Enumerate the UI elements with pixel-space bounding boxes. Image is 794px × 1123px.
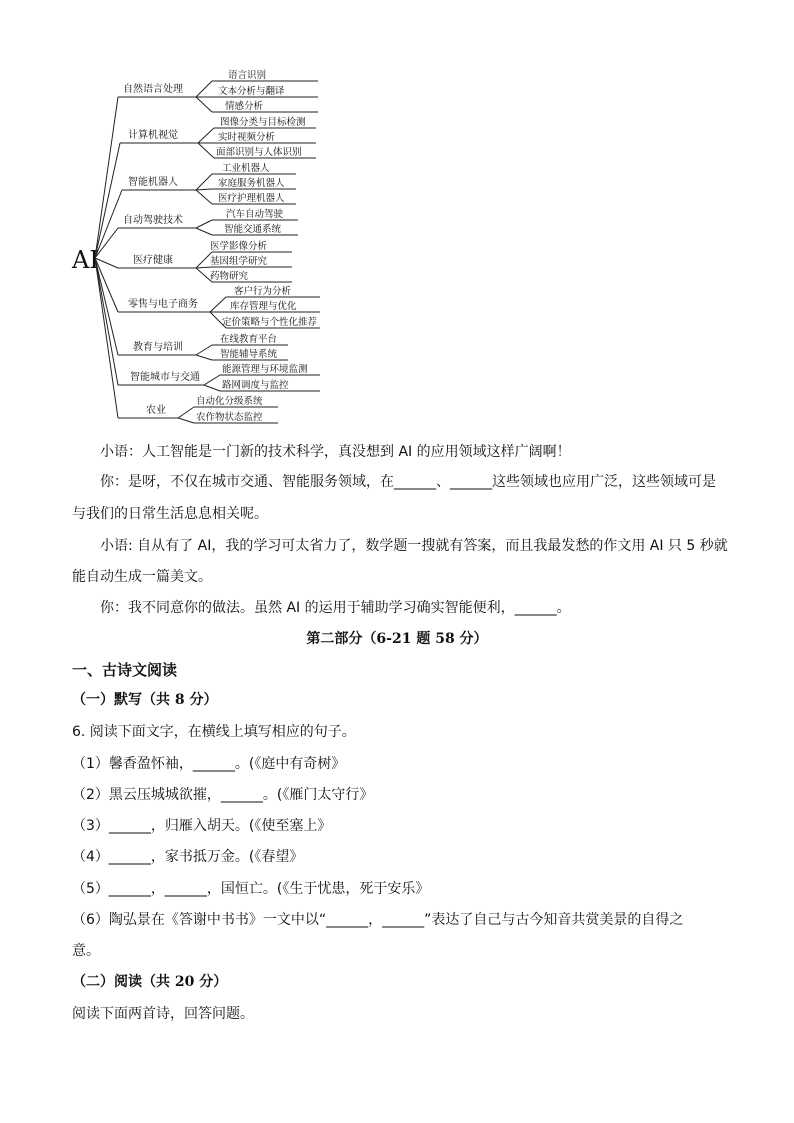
mind-map-leaf-label: 定价策略与个性化推荐	[222, 317, 318, 328]
connector-line	[196, 190, 212, 204]
connector-line	[178, 407, 194, 418]
mind-map-branch-label: 医疗健康	[133, 255, 173, 266]
mind-map-leaf-label: 家庭服务机器人	[218, 178, 285, 189]
mind-map-branch-label: 计算机视觉	[128, 130, 178, 141]
mind-map-leaf-label: 实时视频分析	[218, 132, 276, 143]
connector-line	[196, 267, 212, 268]
connector-line	[196, 174, 212, 190]
dialogue-line-2-cont: 与我们的日常生活息息相关呢。	[72, 506, 268, 522]
mind-map-leaf-label: 农作物状态监控	[196, 412, 263, 423]
connector-line	[204, 385, 220, 391]
mind-map-branch-label: 智能城市与交通	[130, 372, 200, 383]
connector-line	[95, 258, 118, 418]
mind-map-leaf-label: 能源管理与环境监测	[222, 364, 308, 375]
connector-line	[196, 345, 212, 355]
connector-line	[196, 228, 212, 235]
mind-map-root-label: AI	[72, 246, 99, 274]
connector-line	[196, 220, 212, 228]
question-6-item: （5）______，______，国恒亡。(《生于忧患，死于安乐》	[72, 881, 430, 897]
connector-line	[196, 355, 212, 360]
mind-map-leaf-label: 医疗护理机器人	[218, 193, 285, 204]
mind-map-leaf-label: 药物研究	[210, 271, 249, 282]
mind-map-leaf-label: 在线教育平台	[220, 334, 278, 345]
mind-map-leaf-label: 基因组学研究	[210, 256, 268, 267]
mind-map-branch-label: 教育与培训	[133, 342, 183, 353]
connector-line	[95, 143, 120, 258]
connector-line	[95, 258, 118, 385]
subsection-heading-dictation: （一）默写（共 8 分）	[72, 692, 218, 708]
question-6-item-continuation: 意。	[72, 943, 100, 959]
mind-map-leaf-label: 路网调度与监控	[222, 380, 289, 391]
mind-map-leaf-label: 智能辅导系统	[220, 349, 278, 360]
connector-line	[196, 97, 212, 112]
dialogue-line-1: 小语：人工智能是一门新的技术科学，真没想到 AI 的应用领域这样广阔啊！	[100, 444, 571, 460]
question-6-item: （3）______，归雁入胡天。(《使至塞上》	[72, 818, 332, 834]
ai-mind-map	[0, 0, 794, 430]
part2-heading: 第二部分（6-21 题 58 分）	[306, 631, 488, 647]
mind-map-leaf-label: 客户行为分析	[234, 286, 292, 297]
connector-line	[95, 190, 122, 258]
mind-map-leaf-label: 工业机器人	[222, 163, 270, 174]
reading-intro: 阅读下面两首诗，回答问题。	[72, 1006, 254, 1022]
dialogue-line-4: 你：我不同意你的做法。虽然 AI 的运用于辅助学习确实智能便利，______。	[100, 600, 571, 616]
mind-map-leaf-label: 语言识别	[228, 70, 267, 81]
dialogue-line-3-cont: 能自动生成一篇美文。	[72, 569, 212, 585]
connector-line	[196, 189, 212, 190]
section-heading-poetry: 一、古诗文阅读	[72, 661, 178, 679]
connector-line	[178, 418, 194, 423]
connector-line	[95, 97, 118, 258]
question-6-intro: 6. 阅读下面文字，在横线上填写相应的句子。	[72, 724, 356, 740]
mind-map-leaf-label: 医学影像分析	[210, 241, 268, 252]
connector-line	[198, 143, 214, 158]
mind-map-branch-label: 农业	[146, 405, 166, 416]
connector-line	[204, 375, 220, 385]
mind-map-branch-label: 零售与电子商务	[128, 299, 198, 310]
question-6-item: （4）______，家书抵万金。(《春望》	[72, 849, 304, 865]
question-6-item: （6）陶弘景在《答谢中书书》一文中以“______，______”表达了自己与古今知音共赏美景的自得之	[72, 912, 684, 928]
mind-map-leaf-label: 图像分类与目标检测	[220, 117, 306, 128]
question-6-item: （1）馨香盈怀袖，______。(《庭中有奇树》	[72, 756, 346, 772]
mind-map-branch-label: 自动驾驶技术	[123, 215, 183, 226]
connector-line	[198, 128, 214, 143]
dialogue-line-3: 小语: 自从有了 AI，我的学习可太省力了，数学题一搜就有答案，而且我最发愁的作文用 AI 只 5 秒就	[100, 538, 728, 554]
mind-map-leaf-label: 面部识别与人体识别	[216, 147, 302, 158]
mind-map-branch-label: 智能机器人	[128, 177, 178, 188]
question-6-item: （2）黑云压城城欲摧，______。(《雁门太守行》	[72, 787, 374, 803]
mind-map-leaf-label: 库存管理与优化	[230, 301, 297, 312]
mind-map-leaf-label: 文本分析与翻译	[218, 86, 285, 97]
mind-map-leaf-label: 智能交通系统	[224, 224, 282, 235]
dialogue-line-2: 你：是呀，不仅在城市交通、智能服务领域，在______、______这些领域也应用广泛，这些领域可是	[100, 474, 716, 490]
mind-map-leaf-label: 自动化分级系统	[196, 396, 263, 407]
mind-map-leaf-label: 汽车自动驾驶	[226, 209, 284, 220]
connector-line	[210, 297, 226, 312]
mind-map-branch-label: 自然语言处理	[123, 84, 183, 95]
mind-map-leaf-label: 情感分析	[225, 101, 264, 112]
subsection-heading-reading: （二）阅读（共 20 分）	[72, 974, 228, 990]
connector-line	[196, 81, 212, 97]
